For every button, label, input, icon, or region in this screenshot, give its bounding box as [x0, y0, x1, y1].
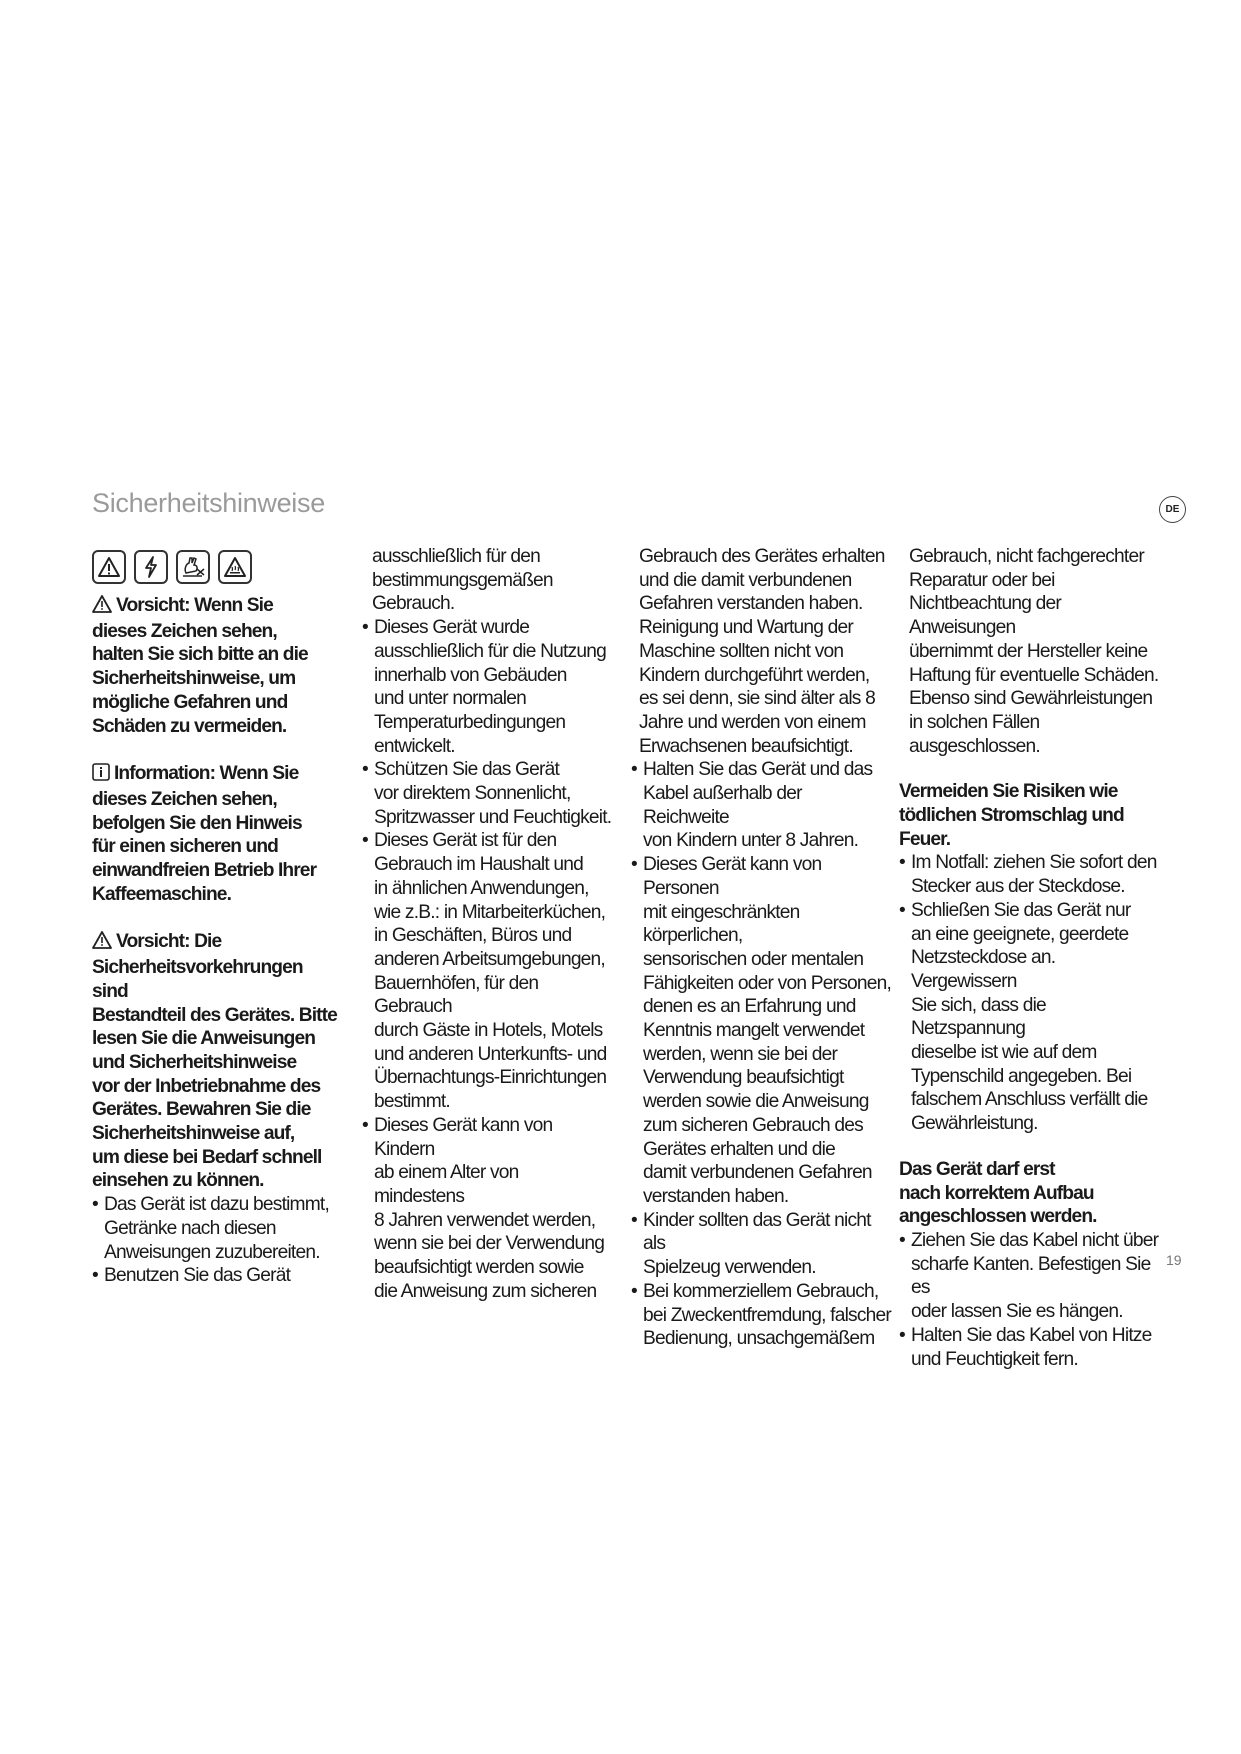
text-line: Kindern durchgeführt werden,	[639, 664, 870, 686]
text-line: Maschine sollten nicht von	[639, 640, 844, 662]
caution-block-2	[92, 930, 342, 1193]
list-item-line: dieselbe ist wie auf dem	[911, 1042, 1097, 1064]
list-item-line: denen es an Erfahrung und	[643, 996, 856, 1018]
caution2-line: um diese bei Bedarf schnell	[92, 1146, 322, 1168]
continuation-text	[899, 545, 1159, 758]
list-item-line: • Kinder sollten das Gerät nicht als	[643, 1209, 871, 1255]
text-line: ausschließlich für den	[372, 546, 540, 567]
list-item-line: Anweisungen zuzubereiten.	[104, 1241, 320, 1263]
list-item-line: von Kindern unter 8 Jahren.	[643, 830, 859, 852]
info-line: für einen sicheren und	[92, 836, 278, 858]
section-heading-risks	[899, 780, 1159, 851]
text-line: Gebrauch des Gerätes erhalten	[639, 546, 885, 567]
list-item-line: Sie sich, dass die Netzspannung	[911, 994, 1046, 1040]
list-item	[362, 616, 612, 758]
list-item-line: Getränke nach diesen	[104, 1217, 276, 1239]
list-item-line: oder lassen Sie es hängen.	[911, 1301, 1123, 1323]
list-item-line: Spielzeug verwenden.	[643, 1257, 816, 1279]
list-item-line: zum sicheren Gebrauch des	[643, 1114, 863, 1136]
list-item-line: Spritzwasser und Feuchtigkeit.	[374, 806, 612, 828]
info-line: befolgen Sie den Hinweis	[92, 812, 302, 834]
list-item-line: Netzsteckdose an. Vergewissern	[911, 947, 1056, 992]
caution2-line: vor der Inbetriebnahme des	[92, 1075, 321, 1097]
text-line: bestimmungsgemäßen	[372, 569, 553, 591]
info-line: Information: Wenn Sie	[114, 763, 299, 785]
list-item-line: in Geschäften, Büros und	[374, 925, 572, 947]
list-item-line: Übernachtungs-Einrichtungen	[374, 1067, 607, 1089]
list-item-line: die Anweisung zum sicheren	[374, 1280, 597, 1302]
list-item-line: verstanden haben.	[643, 1185, 789, 1207]
text-line: Gefahren verstanden haben.	[639, 593, 863, 615]
caution1-line: mögliche Gefahren und	[92, 691, 288, 713]
caution2-line: Bestandteil des Gerätes. Bitte	[92, 1004, 337, 1026]
list-item-line: bestimmt.	[374, 1091, 450, 1113]
text-line: Jahre und werden von einem	[639, 711, 866, 733]
list-item-line: • Dieses Gerät kann von Kindern	[374, 1114, 553, 1160]
text-line: Reinigung und Wartung der	[639, 617, 853, 639]
list-item-line: • Schließen Sie das Gerät nur	[911, 899, 1131, 921]
list-item-line: Fähigkeiten oder von Personen,	[643, 972, 891, 994]
heading-line: Das Gerät darf erst	[899, 1158, 1055, 1180]
heading-line: tödlichen Stromschlag und	[899, 805, 1124, 827]
list-item-line: Stecker aus der Steckdose.	[911, 876, 1125, 898]
caution2-line: und Sicherheitshinweise	[92, 1051, 297, 1073]
list-item-line: werden sowie die Anweisung	[643, 1091, 869, 1113]
list-item-line: Gebrauch im Haushalt und	[374, 854, 584, 876]
list-item-line: Gewährleistung.	[911, 1113, 1038, 1135]
safety-icons	[92, 550, 252, 584]
list-item	[899, 851, 1159, 898]
text-line: Gebrauch, nicht fachgerechter	[909, 546, 1144, 567]
list-item-line: Typenschild angegeben. Bei	[911, 1065, 1132, 1087]
list-item-line: anderen Arbeitsumgebungen,	[374, 948, 605, 970]
list-item	[899, 899, 1159, 1136]
list-item-line: wie z.B.: in Mitarbeiterküchen,	[374, 901, 606, 923]
list-item-line: • Im Notfall: ziehen Sie sofort den	[911, 852, 1157, 874]
caution2-line: Sicherheitsvorkehrungen sind	[92, 957, 303, 1002]
list-item	[899, 1324, 1159, 1371]
language-badge: DE	[1159, 496, 1186, 523]
list-item-line: entwickelt.	[374, 735, 455, 757]
list-item	[899, 1229, 1159, 1324]
info-line: dieses Zeichen sehen,	[92, 788, 277, 810]
list-item-line: 8 Jahren verwendet werden,	[374, 1209, 596, 1231]
text-line: Reparatur oder bei	[909, 569, 1055, 591]
text-line: Haftung für eventuelle Schäden.	[909, 664, 1159, 686]
list-item-line: scharfe Kanten. Befestigen Sie es	[911, 1253, 1151, 1299]
text-line: übernimmt der Hersteller keine	[909, 640, 1148, 662]
list-item-line: innerhalb von Gebäuden	[374, 664, 567, 686]
list-item-line: ausschließlich für die Nutzung	[374, 640, 606, 662]
list-item-line: Kenntnis mangelt verwendet	[643, 1020, 865, 1042]
list-item-line: und Feuchtigkeit fern.	[911, 1348, 1078, 1370]
continuation-text	[631, 545, 891, 758]
bullet-list	[899, 851, 1159, 1135]
info-block	[92, 762, 342, 906]
list-item-line: an eine geeignete, geerdete	[911, 923, 1129, 945]
list-item-line: • Halten Sie das Kabel von Hitze	[911, 1324, 1152, 1346]
bullet-list	[362, 616, 612, 1303]
column-3	[631, 545, 891, 1351]
text-line: Nichtbeachtung der Anweisungen	[909, 593, 1062, 639]
caution-block-1	[92, 594, 342, 738]
caution2-line: einsehen zu können.	[92, 1170, 264, 1192]
electric-shock-icon	[134, 550, 168, 584]
heading-line: nach korrektem Aufbau	[899, 1182, 1094, 1204]
list-item-line: Bedienung, unsachgemäßem	[643, 1328, 875, 1350]
heading-line: angeschlossen werden.	[899, 1206, 1097, 1228]
list-item-line: • Bei kommerziellem Gebrauch,	[643, 1280, 879, 1302]
list-item	[362, 829, 612, 1113]
warning-triangle-icon	[92, 931, 112, 956]
caution2-line: lesen Sie die Anweisungen	[92, 1028, 316, 1050]
list-item-line: durch Gäste in Hotels, Motels	[374, 1020, 603, 1042]
caution1-line: Sicherheitshinweise, um	[92, 668, 296, 690]
list-item	[631, 758, 891, 853]
text-line: in solchen Fällen ausgeschlossen.	[909, 711, 1040, 757]
list-item	[362, 758, 612, 829]
caution1-line: halten Sie sich bitte an die	[92, 644, 308, 666]
section-heading-setup	[899, 1158, 1159, 1229]
list-item-line: werden, wenn sie bei der	[643, 1043, 838, 1065]
list-item-line: ab einem Alter von mindestens	[374, 1162, 519, 1207]
text-line: Ebenso sind Gewährleistungen	[909, 688, 1153, 710]
list-item-line: • Benutzen Sie das Gerät	[104, 1265, 291, 1287]
list-item-line: • Dieses Gerät wurde	[374, 617, 530, 639]
list-item-line: Verwendung beaufsichtigt	[643, 1067, 844, 1089]
list-item-line: • Das Gerät ist dazu bestimmt,	[104, 1194, 329, 1216]
list-item-line: Kabel außerhalb der Reichweite	[643, 783, 802, 828]
text-line: und die damit verbundenen	[639, 569, 852, 591]
list-item-line: • Schützen Sie das Gerät	[374, 759, 560, 781]
list-item	[92, 1264, 342, 1288]
list-item-line: Gerätes erhalten und die	[643, 1138, 836, 1160]
list-item	[631, 1280, 891, 1351]
caution2-line: Gerätes. Bewahren Sie die	[92, 1099, 311, 1121]
list-item-line: und unter normalen	[374, 688, 527, 710]
continuation-text	[362, 545, 612, 616]
heading-line: Vermeiden Sie Risiken wie	[899, 781, 1118, 803]
list-item-line: sensorischen oder mentalen	[643, 948, 864, 970]
heading-line: Feuer.	[899, 828, 951, 850]
list-item-line: Temperaturbedingungen	[374, 711, 566, 733]
no-hand-in-machine-icon	[176, 550, 210, 584]
caution1-line: Vorsicht: Wenn Sie	[116, 595, 273, 616]
list-item-line: Bauernhöfen, für den Gebrauch	[374, 972, 539, 1018]
text-line: Erwachsenen beaufsichtigt.	[639, 735, 853, 757]
list-item-line: falschem Anschluss verfällt die	[911, 1089, 1148, 1111]
list-item-line: beaufsichtigt werden sowie	[374, 1257, 584, 1279]
list-item	[631, 1209, 891, 1280]
list-item-line: und anderen Unterkunfts- und	[374, 1043, 607, 1065]
list-item-line: vor direktem Sonnenlicht,	[374, 783, 571, 805]
warning-triangle-icon	[92, 550, 126, 584]
list-item-line: in ähnlichen Anwendungen,	[374, 877, 589, 899]
info-line: Kaffeemaschine.	[92, 883, 231, 905]
list-item	[92, 1193, 342, 1264]
bullet-list	[92, 1193, 342, 1288]
list-item-line: damit verbundenen Gefahren	[643, 1162, 872, 1184]
column-4	[899, 545, 1159, 1371]
caution2-line: Sicherheitshinweise auf,	[92, 1123, 295, 1145]
text-line: Gebrauch.	[372, 593, 455, 615]
list-item-line: wenn sie bei der Verwendung	[374, 1233, 605, 1255]
list-item-line: bei Zweckentfremdung, falscher	[643, 1304, 891, 1326]
caution1-line: dieses Zeichen sehen,	[92, 620, 277, 642]
text-line: es sei denn, sie sind älter als 8	[639, 688, 875, 710]
page-number: 19	[1166, 1252, 1182, 1268]
bullet-list	[631, 758, 891, 1351]
bullet-list	[899, 1229, 1159, 1371]
page-title: Sicherheitshinweise	[92, 488, 325, 518]
info-line: einwandfreien Betrieb Ihrer	[92, 860, 317, 882]
list-item	[631, 853, 891, 1209]
list-item-line: • Ziehen Sie das Kabel nicht über	[911, 1229, 1159, 1251]
column-1	[92, 594, 342, 1288]
hot-surface-icon	[218, 550, 252, 584]
list-item-line: mit eingeschränkten körperlichen,	[643, 901, 800, 947]
list-item	[362, 1114, 612, 1304]
caution1-line: Schäden zu vermeiden.	[92, 715, 287, 737]
list-item-line: • Dieses Gerät ist für den	[374, 830, 557, 852]
column-2	[362, 545, 612, 1304]
list-item-line: • Dieses Gerät kann von Personen	[643, 854, 822, 899]
warning-triangle-icon	[92, 595, 112, 620]
list-item-line: • Halten Sie das Gerät und das	[643, 759, 873, 781]
information-icon	[92, 763, 110, 788]
caution2-line: Vorsicht: Die	[116, 931, 222, 953]
